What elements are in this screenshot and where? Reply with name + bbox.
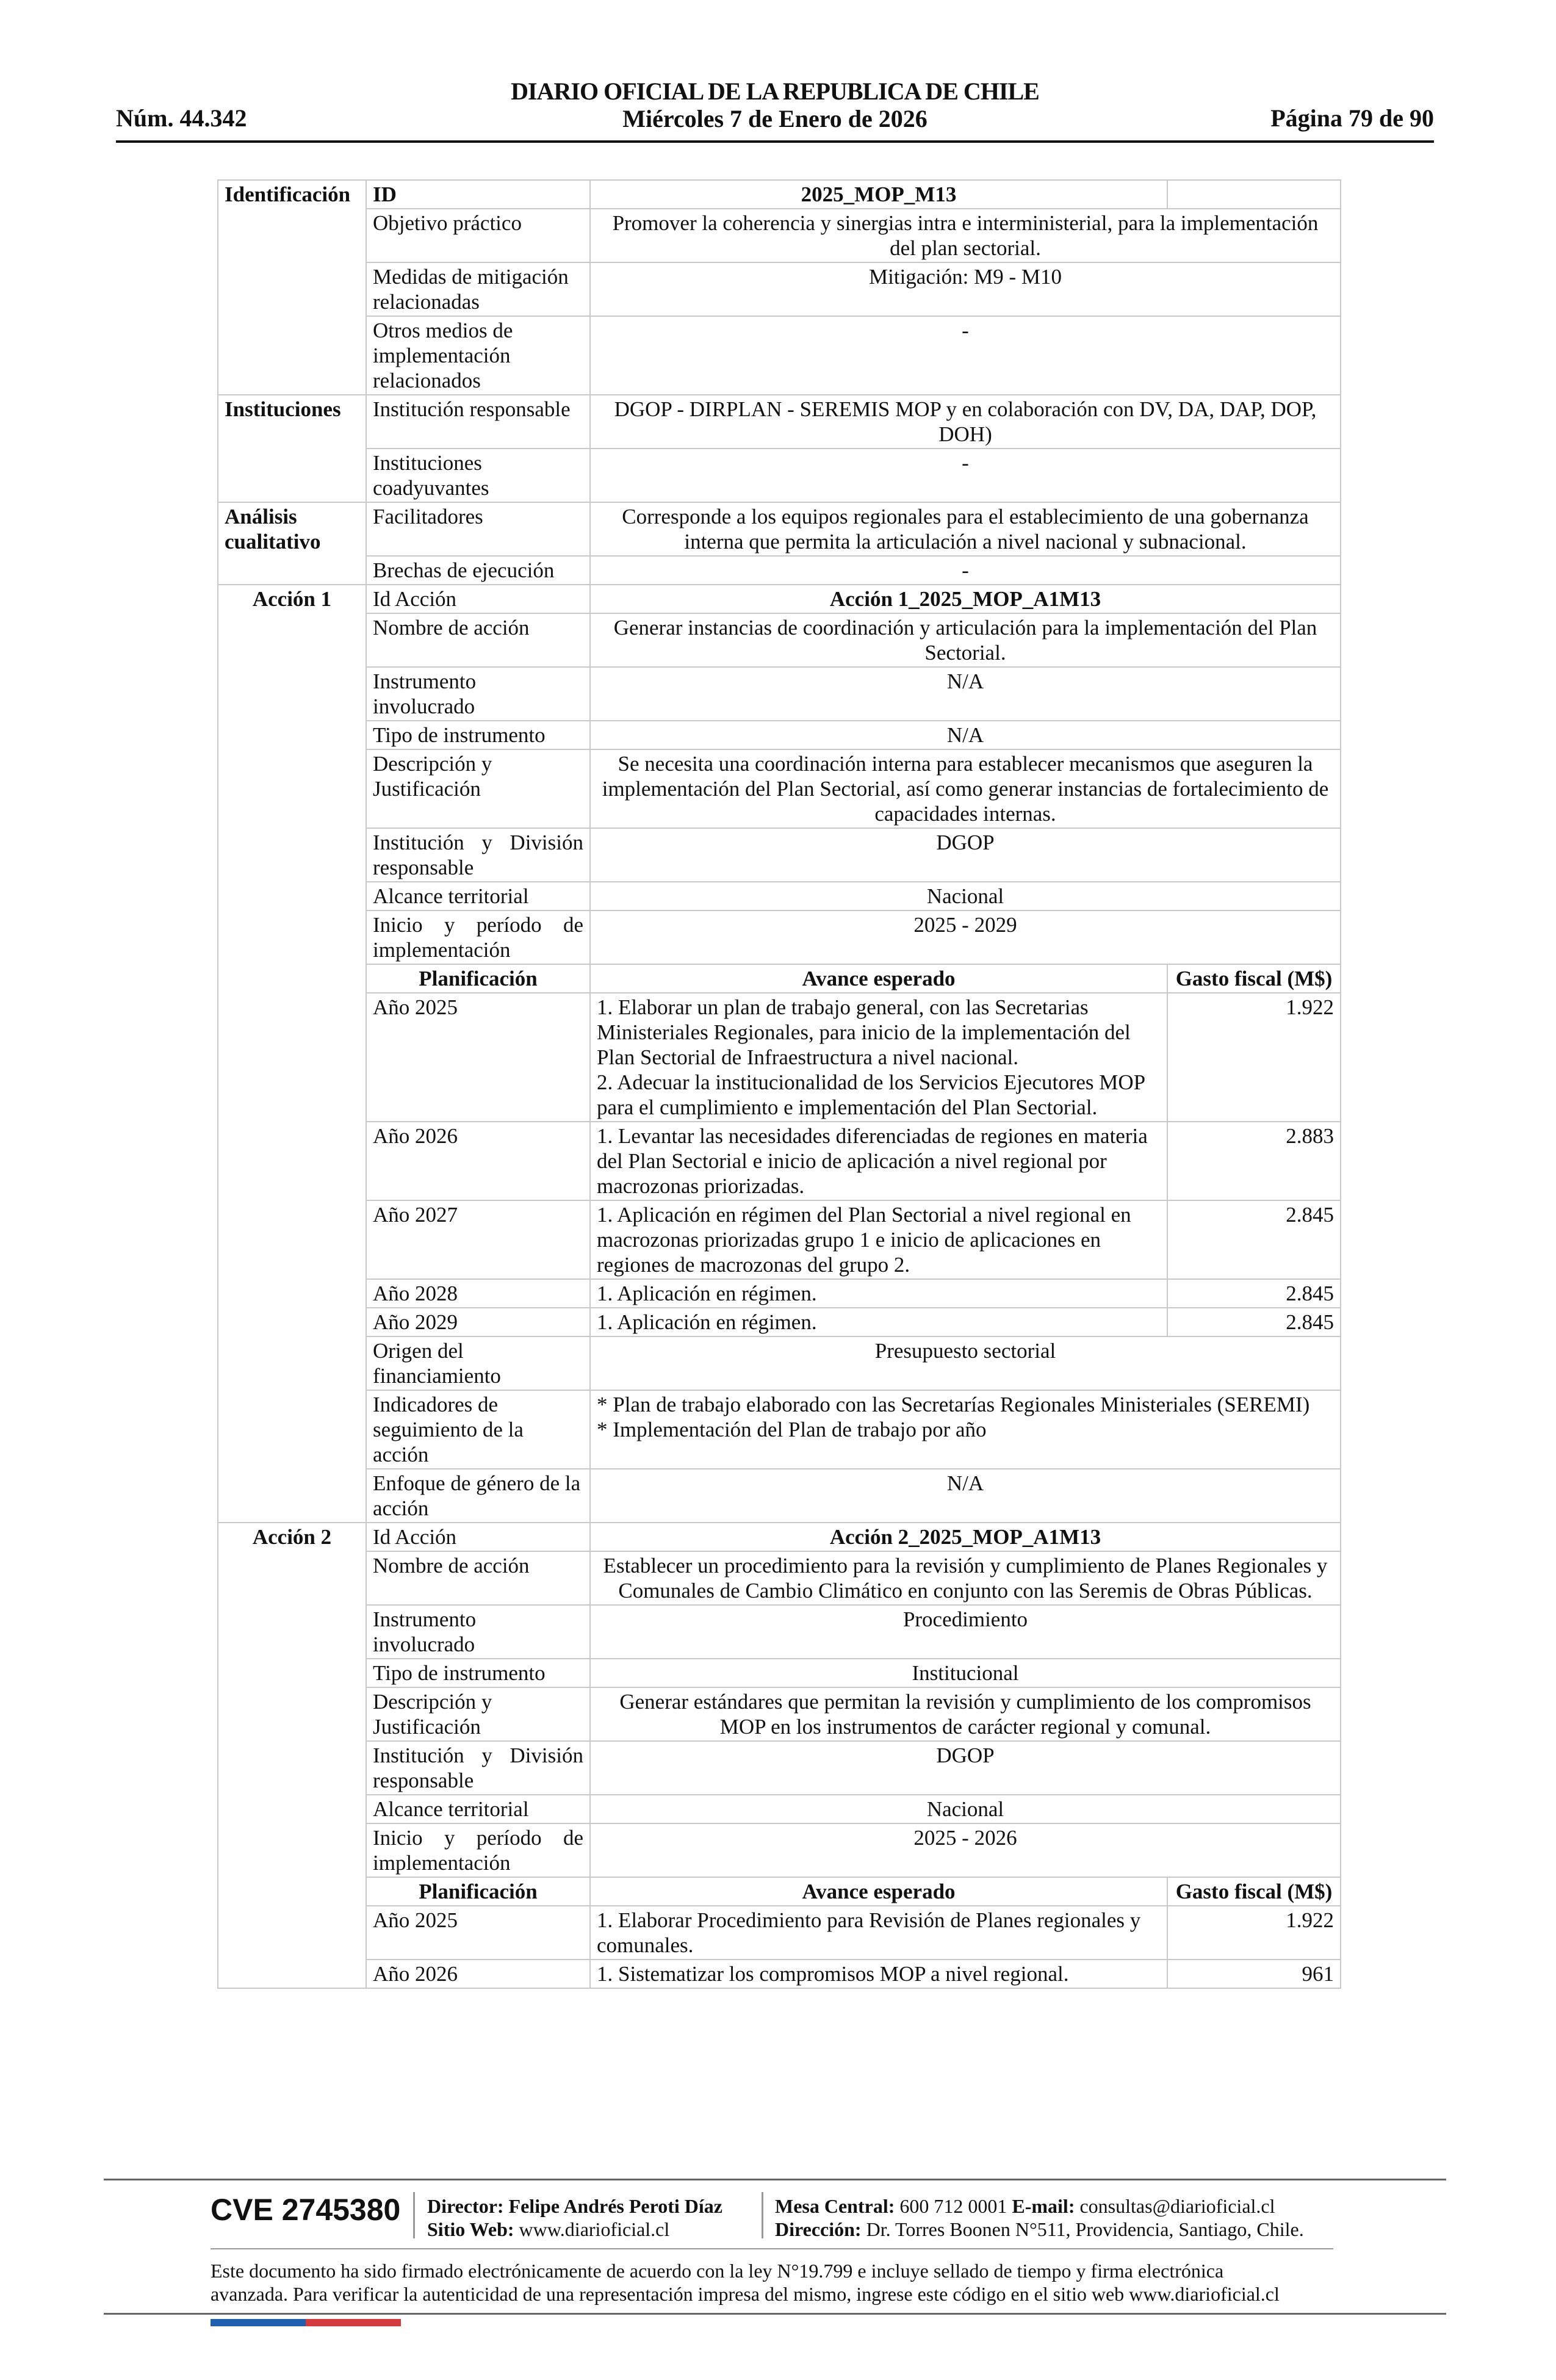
table-row (218, 1523, 1341, 1551)
address-label: Dirección: (775, 2218, 862, 2240)
field-label: Indicadores de seguimiento de la acción (366, 1390, 590, 1469)
table-row (218, 180, 1341, 209)
legal-line: Este documento ha sido firmado electrónicamente de acuerdo con la ley N°19.799 e incluye sellado de tiempo y firma electrónica (211, 2260, 1224, 2282)
table-row (218, 1741, 1341, 1795)
field-value: - (590, 449, 1341, 502)
table-row (218, 1551, 1341, 1605)
field-label: Facilitadores (366, 502, 590, 556)
field-label: Instrumento involucrado (366, 1605, 590, 1659)
table-row (218, 1200, 1341, 1279)
field-label: Origen del financiamiento (366, 1336, 590, 1390)
page-number: Página 79 de 90 (1270, 104, 1434, 132)
column-header: Avance esperado (590, 964, 1167, 993)
section-label: Análisis cualitativo (218, 502, 366, 585)
table-row (218, 1960, 1341, 1988)
director-label: Director: (427, 2195, 504, 2217)
table-row (218, 911, 1341, 964)
year-label: Año 2025 (366, 993, 590, 1122)
director-name: Felipe Andrés Peroti Díaz (508, 2195, 722, 2217)
cell-line: 1. Aplicación en régimen. (597, 1310, 817, 1334)
field-label: Nombre de acción (366, 1551, 590, 1605)
field-value: N/A (590, 667, 1341, 721)
year-label: Año 2025 (366, 1906, 590, 1960)
table-row (218, 395, 1341, 449)
expected-progress (590, 1906, 1167, 1960)
table-row (218, 667, 1341, 721)
table-row (218, 964, 1341, 993)
table-row (218, 1877, 1341, 1906)
field-label: Institución y División responsable (366, 828, 590, 882)
cell-line: * Implementación del Plan de trabajo por año (597, 1418, 987, 1441)
table-row (218, 449, 1341, 502)
phone-label: Mesa Central: (775, 2195, 895, 2217)
year-label: Año 2028 (366, 1279, 590, 1308)
field-label: Inicio y período de implementación (366, 1823, 590, 1877)
field-value: Generar instancias de coordinación y articulación para la implementación del Plan Sectorial. (590, 613, 1341, 667)
expected-progress (590, 1122, 1167, 1200)
table-row (218, 1823, 1341, 1877)
year-label: Año 2026 (366, 1960, 590, 1988)
website-label: Sitio Web: (427, 2218, 514, 2240)
field-value: - (590, 316, 1341, 395)
field-value: 2025 - 2026 (590, 1823, 1341, 1877)
table-row (218, 1390, 1341, 1469)
table-row (218, 502, 1341, 556)
field-label: Tipo de instrumento (366, 721, 590, 749)
table-row (218, 828, 1341, 882)
footer-contact-block (775, 2194, 1304, 2241)
field-label: Alcance territorial (366, 1795, 590, 1823)
table-row (218, 209, 1341, 262)
fiscal-expense: 2.845 (1167, 1200, 1341, 1279)
field-label: Institución responsable (366, 395, 590, 449)
field-value: DGOP - DIRPLAN - SEREMIS MOP y en colaboración con DV, DA, DAP, DOP, DOH) (590, 395, 1341, 449)
issue-number: Núm. 44.342 (116, 104, 247, 132)
field-value (590, 1390, 1341, 1469)
website-link[interactable]: www.diarioficial.cl (519, 2218, 670, 2240)
field-label: Id Acción (366, 1523, 590, 1551)
header-divider (116, 140, 1434, 143)
field-label: Descripción y Justificación (366, 1687, 590, 1741)
column-header: Avance esperado (590, 1877, 1167, 1906)
table-row (218, 262, 1341, 316)
field-label: Tipo de instrumento (366, 1659, 590, 1687)
legal-notice (211, 2259, 1345, 2306)
table-row (218, 1659, 1341, 1687)
table-row (218, 1795, 1341, 1823)
footer-divider (104, 2179, 1446, 2180)
field-value: DGOP (590, 1741, 1341, 1795)
cell-line: 2. Adecuar la institucionalidad de los Servicios Ejecutores MOP para el cumplimiento e implementación del Plan Sectorial. (597, 1070, 1145, 1119)
address: Dr. Torres Boonen N°511, Providencia, Santiago, Chile. (866, 2218, 1304, 2240)
section-label: Acción 2 (218, 1523, 366, 1988)
masthead-title: DIARIO OFICIAL DE LA REPUBLICA DE CHILE (511, 78, 1039, 105)
field-value: 2025_MOP_M13 (590, 180, 1167, 209)
field-label: Descripción y Justificación (366, 749, 590, 828)
cell-line: 1. Aplicación en régimen del Plan Sectorial a nivel regional en macrozonas priorizadas grupo 1 e inicio de aplicaciones en regiones de macrozonas del grupo 2. (597, 1203, 1131, 1277)
field-label: ID (366, 180, 590, 209)
field-value: Institucional (590, 1659, 1341, 1687)
table-row (218, 993, 1341, 1122)
column-header: Gasto fiscal (M$) (1167, 964, 1341, 993)
cve-code: CVE 2745380 (211, 2193, 401, 2227)
field-label: Institución y División responsable (366, 1741, 590, 1795)
field-value: Procedimiento (590, 1605, 1341, 1659)
table-row (218, 1687, 1341, 1741)
table-row (218, 316, 1341, 395)
field-value: Nacional (590, 882, 1341, 911)
cell-line: 1. Sistematizar los compromisos MOP a nivel regional. (597, 1962, 1069, 1986)
field-label: Nombre de acción (366, 613, 590, 667)
column-header: Gasto fiscal (M$) (1167, 1877, 1341, 1906)
column-header: Planificación (366, 1877, 590, 1906)
field-value: Nacional (590, 1795, 1341, 1823)
section-label: Instituciones (218, 395, 366, 502)
field-value: Se necesita una coordinación interna para establecer mecanismos que aseguren la implementación del Plan Sectorial, así como generar instancias de fortalecimiento de capacidades internas. (590, 749, 1341, 828)
issue-date: Miércoles 7 de Enero de 2026 (622, 105, 927, 132)
field-value: Presupuesto sectorial (590, 1336, 1341, 1390)
table-row (218, 1308, 1341, 1336)
field-value: Acción 1_2025_MOP_A1M13 (590, 585, 1341, 613)
field-value: 2025 - 2029 (590, 911, 1341, 964)
fiscal-expense: 961 (1167, 1960, 1341, 1988)
field-label: Instrumento involucrado (366, 667, 590, 721)
footer-separator (762, 2192, 763, 2238)
expected-progress (590, 1200, 1167, 1279)
table-row (218, 1469, 1341, 1523)
expected-progress (590, 1960, 1167, 1988)
field-value: Generar estándares que permitan la revisión y cumplimiento de los compromisos MOP en los instrumentos de carácter regional y comunal. (590, 1687, 1341, 1741)
footer-director-block (427, 2194, 722, 2241)
table-row (218, 1336, 1341, 1390)
year-label: Año 2029 (366, 1308, 590, 1336)
field-label: Id Acción (366, 585, 590, 613)
fiscal-expense: 2.845 (1167, 1308, 1341, 1336)
field-label: Medidas de mitigación relacionadas (366, 262, 590, 316)
field-value: Corresponde a los equipos regionales para el establecimiento de una gobernanza interna que permita la articulación a nivel nacional y subnacional. (590, 502, 1341, 556)
field-value: Promover la coherencia y sinergias intra e interministerial, para la implementación del plan sectorial. (590, 209, 1341, 262)
fiscal-expense: 1.922 (1167, 1906, 1341, 1960)
field-value: - (590, 556, 1341, 585)
field-value: DGOP (590, 828, 1341, 882)
column-header: Planificación (366, 964, 590, 993)
field-value: Mitigación: M9 - M10 (590, 262, 1341, 316)
table-row (218, 749, 1341, 828)
table-row (218, 1279, 1341, 1308)
field-label: Alcance territorial (366, 882, 590, 911)
email-label: E-mail: (1012, 2195, 1075, 2217)
field-label: Enfoque de género de la acción (366, 1469, 590, 1523)
field-label: Inicio y período de implementación (366, 911, 590, 964)
footer-divider (211, 2248, 1333, 2249)
expected-progress (590, 1279, 1167, 1308)
field-value: Establecer un procedimiento para la revisión y cumplimiento de Planes Regionales y Comunales de Cambio Climático en conjunto con las Seremis de Obras Públicas. (590, 1551, 1341, 1605)
cell-line: 1. Levantar las necesidades diferenciadas de regiones en materia del Plan Sectorial e inicio de aplicación a nivel regional por macrozonas priorizadas. (597, 1124, 1148, 1198)
footer-divider (104, 2313, 1446, 2315)
table-row (218, 613, 1341, 667)
field-value: N/A (590, 1469, 1341, 1523)
legal-line: avanzada. Para verificar la autenticidad de una representación impresa del mismo, ingrese este código en el sitio web www.diarioficial.cl (211, 2283, 1280, 2305)
field-value: Acción 2_2025_MOP_A1M13 (590, 1523, 1341, 1551)
cell-line: 1. Aplicación en régimen. (597, 1282, 817, 1305)
field-label: Objetivo práctico (366, 209, 590, 262)
section-label: Identificación (218, 180, 366, 395)
masthead (116, 78, 1434, 133)
table-row (218, 1605, 1341, 1659)
flag-stripe-blue (211, 2319, 306, 2326)
phone-number: 600 712 0001 (899, 2195, 1007, 2217)
year-label: Año 2027 (366, 1200, 590, 1279)
field-label: Brechas de ejecución (366, 556, 590, 585)
year-label: Año 2026 (366, 1122, 590, 1200)
table-row (218, 1906, 1341, 1960)
measure-table (217, 179, 1341, 1989)
expected-progress (590, 1308, 1167, 1336)
table-row (218, 882, 1341, 911)
page-header (116, 74, 1434, 142)
table-row (218, 585, 1341, 613)
flag-stripe-red (306, 2319, 401, 2326)
table-row (218, 556, 1341, 585)
fiscal-expense: 2.883 (1167, 1122, 1341, 1200)
section-label: Acción 1 (218, 585, 366, 1523)
fiscal-expense: 1.922 (1167, 993, 1341, 1122)
table-row (218, 721, 1341, 749)
cell-line: 1. Elaborar un plan de trabajo general, con las Secretarias Ministeriales Regionales, para inicio de la implementación del Plan Sectorial de Infraestructura a nivel nacional. (597, 995, 1131, 1069)
measure-table-body (218, 180, 1341, 1988)
field-label: Instituciones coadyuvantes (366, 449, 590, 502)
cell-line: 1. Elaborar Procedimiento para Revisión de Planes regionales y comunales. (597, 1908, 1141, 1957)
fiscal-expense: 2.845 (1167, 1279, 1341, 1308)
cell-line: * Plan de trabajo elaborado con las Secretarías Regionales Ministeriales (SEREMI) (597, 1393, 1310, 1416)
expected-progress (590, 993, 1167, 1122)
email-link[interactable]: consultas@diarioficial.cl (1079, 2195, 1275, 2217)
table-row (218, 1122, 1341, 1200)
footer-separator (413, 2192, 415, 2238)
field-label: Otros medios de implementación relacionados (366, 316, 590, 395)
field-value: N/A (590, 721, 1341, 749)
empty-cell (1167, 180, 1341, 209)
